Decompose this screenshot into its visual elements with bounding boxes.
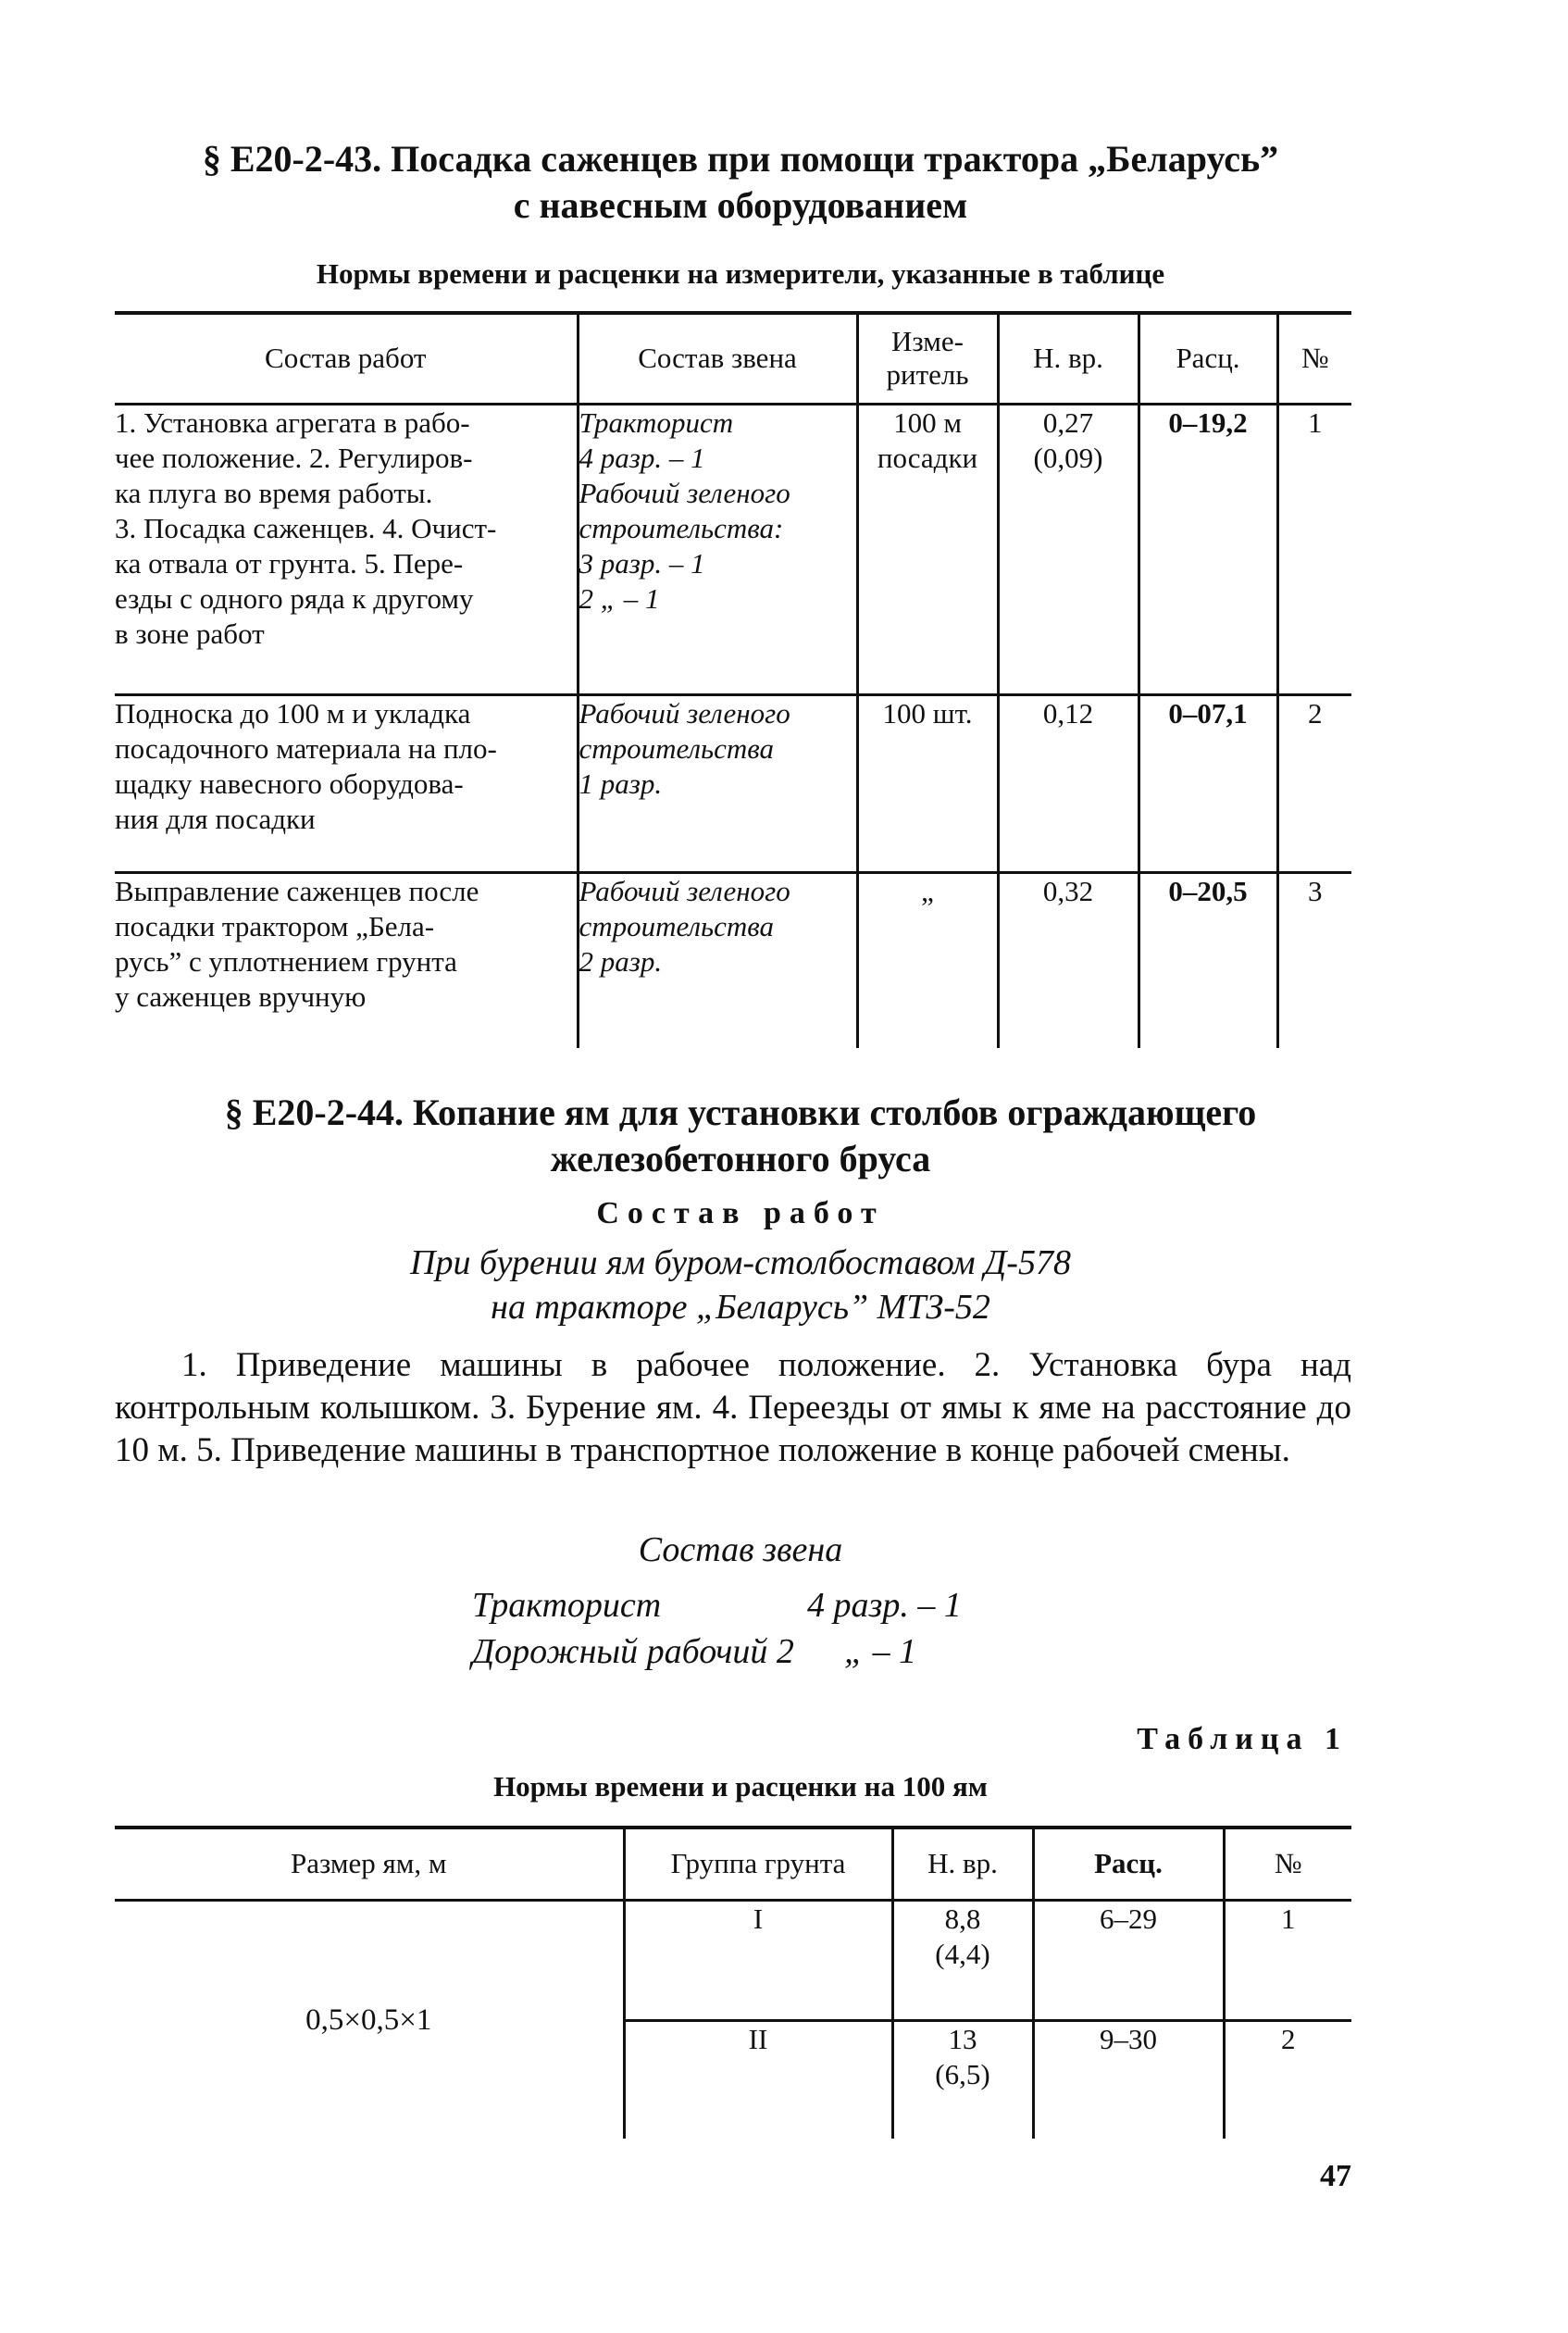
table-header-row xyxy=(115,313,1351,404)
col-header-norm: Н. вр. xyxy=(892,1828,1033,1900)
table-row xyxy=(115,872,1351,1048)
unit-cell: „ xyxy=(857,872,998,1048)
norms-table-2 xyxy=(115,1826,1351,2139)
table-header-row xyxy=(115,1828,1351,1900)
row-number: 2 xyxy=(1277,694,1351,872)
crew-role-1: Тракторист xyxy=(472,1586,662,1625)
row-number: 1 xyxy=(1277,404,1351,694)
crew-role-2: Дорожный рабочий 2 xyxy=(472,1632,794,1671)
table-row xyxy=(115,1900,1351,2020)
crew-grade-1: 4 разр. – 1 xyxy=(807,1586,962,1625)
table-label: Таблица 1 xyxy=(1137,1722,1348,1756)
col-header-num: № xyxy=(1224,1828,1351,1900)
method-line-1: При бурении ям буром-столбоставом Д-578 xyxy=(410,1243,1071,1282)
crew-grade-2: „ – 1 xyxy=(844,1632,917,1671)
norm-cell: 8,8 (4,4) xyxy=(892,1900,1033,2020)
crew-composition: Рабочий зеленого строительства 1 разр. xyxy=(578,694,857,872)
rate-cell: 0–20,5 xyxy=(1139,872,1277,1048)
col-header-rate: Расц. xyxy=(1033,1828,1224,1900)
rate-cell: 0–19,2 xyxy=(1139,404,1277,694)
unit-cell: 100 м посадки xyxy=(857,404,998,694)
col-header-size: Размер ям, м xyxy=(291,1847,447,1880)
section1-subtitle: Нормы времени и расценки на измерители, указанные в таблице xyxy=(316,257,1165,290)
unit-cell: 100 шт. xyxy=(857,694,998,872)
col-header-work: Состав работ xyxy=(265,342,427,375)
rate-cell: 9–30 xyxy=(1033,2020,1224,2139)
table-row xyxy=(115,404,1351,694)
composition-heading: Состав работ xyxy=(596,1196,885,1230)
work-paragraph: 1. Приведение машины в рабочее положение. 2. Установка бура над контрольным колышком. 3. Бурение ям. 4. Переезды от ямы к яме на расстояние до 10 м. 5. Приведение машины в транспортное положение в конце рабочей смены. xyxy=(115,1346,1351,1469)
norm-cell: 0,32 xyxy=(998,872,1139,1048)
table-caption: Нормы времени и расценки на 100 ям xyxy=(493,1770,988,1803)
row-number: 1 xyxy=(1224,1900,1351,2020)
crew-composition: Рабочий зеленого строительства 2 разр. xyxy=(578,872,857,1048)
col-header-num: № xyxy=(1277,313,1351,404)
work-description: 1. Установка агрегата в рабо- чее положение. 2. Регулиров- ка плуга во время работы. 3. Посадка саженцев. 4. Очист- ка отвала от грунта. 5. Пере- езды с одного ряда к другому в зоне работ xyxy=(115,405,497,650)
crew-heading: Состав звена xyxy=(638,1530,843,1569)
norms-table-1 xyxy=(115,311,1351,1048)
section2-title-line2: железобетонного бруса xyxy=(550,1138,931,1179)
size-cell: 0,5×0,5×1 xyxy=(305,2002,432,2037)
section1-title-line2: с навесным оборудованием xyxy=(513,184,968,226)
col-header-group: Группа грунта xyxy=(624,1828,892,1900)
group-cell: II xyxy=(624,2020,892,2139)
work-description: Подноска до 100 м и укладка посадочного материала на пло- щадку навесного оборудова- ния для посадки xyxy=(115,696,497,835)
group-cell: I xyxy=(624,1900,892,2020)
work-description: Выправление саженцев после посадки трактором „Бела- русь” с уплотнением грунта у саженцев вручную xyxy=(115,874,479,1013)
norm-cell: 13 (6,5) xyxy=(892,2020,1033,2139)
rate-cell: 6–29 xyxy=(1033,1900,1224,2020)
crew-composition: Тракторист 4 разр. – 1 Рабочий зеленого строительства: 3 разр. – 1 2 „ – 1 xyxy=(578,404,857,694)
table-row xyxy=(115,694,1351,872)
section2-title-line1: § Е20-2-44. Копание ям для установки столбов ограждающего xyxy=(224,1092,1257,1133)
row-number: 3 xyxy=(1277,872,1351,1048)
method-line-2: на тракторе „Беларусь” МТЗ-52 xyxy=(491,1288,990,1327)
norm-cell: 0,12 xyxy=(998,694,1139,872)
col-header-crew: Состав звена xyxy=(578,313,857,404)
row-number: 2 xyxy=(1224,2020,1351,2139)
col-header-rate: Расц. xyxy=(1139,313,1277,404)
rate-cell: 0–07,1 xyxy=(1139,694,1277,872)
section1-title-line1: § Е20-2-43. Посадка саженцев при помощи трактора „Беларусь” xyxy=(202,138,1279,180)
col-header-unit: Изме- ритель xyxy=(857,313,998,404)
norm-cell: 0,27 (0,09) xyxy=(998,404,1139,694)
page-number: 47 xyxy=(1320,2159,1351,2193)
col-header-norm: Н. вр. xyxy=(998,313,1139,404)
